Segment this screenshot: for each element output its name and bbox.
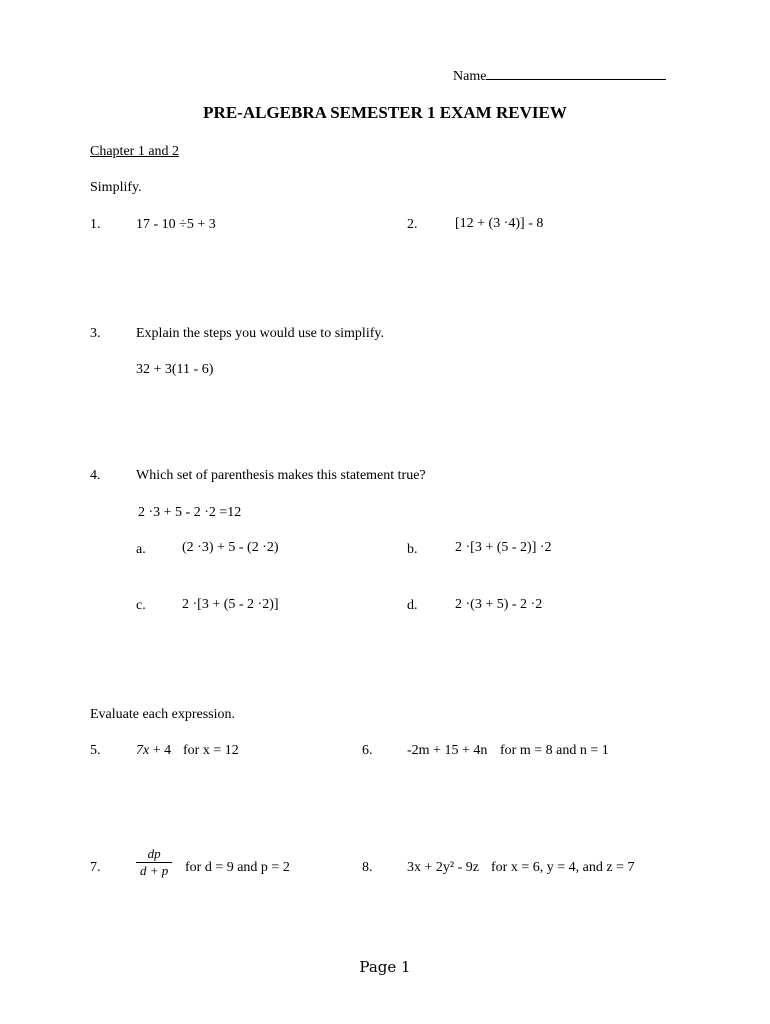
question-number-2: 2. bbox=[407, 217, 418, 232]
option-letter-b: b. bbox=[407, 542, 418, 557]
question-number-3: 3. bbox=[90, 326, 101, 341]
question-number-7: 7. bbox=[90, 860, 101, 875]
name-label: Name bbox=[453, 69, 487, 84]
instruction-simplify: Simplify. bbox=[90, 180, 142, 195]
question-6-condition: for m = 8 and n = 1 bbox=[500, 743, 609, 758]
instruction-evaluate: Evaluate each expression. bbox=[90, 707, 235, 722]
question-7-condition: for d = 9 and p = 2 bbox=[185, 860, 290, 875]
question-number-5: 5. bbox=[90, 743, 101, 758]
question-8-condition: for x = 6, y = 4, and z = 7 bbox=[491, 860, 635, 875]
question-5-constant-term: + 4 bbox=[149, 743, 172, 758]
page-number: Page 1 bbox=[359, 958, 411, 976]
question-8-expression: 3x + 2y² - 9z bbox=[407, 860, 479, 875]
question-number-6: 6. bbox=[362, 743, 373, 758]
question-7-fraction bbox=[136, 846, 172, 879]
section-heading: Chapter 1 and 2 bbox=[90, 144, 180, 159]
question-5-variable-term: 7x bbox=[136, 743, 150, 758]
option-letter-a: a. bbox=[136, 542, 146, 557]
name-field bbox=[453, 66, 666, 85]
page-title: PRE-ALGEBRA SEMESTER 1 EXAM REVIEW bbox=[203, 103, 567, 122]
fraction-denominator: d + p bbox=[140, 863, 169, 878]
fraction-numerator: dp bbox=[136, 846, 172, 863]
option-a-expression: (2 ·3) + 5 - (2 ·2) bbox=[182, 540, 279, 555]
question-4-prompt: Which set of parenthesis makes this statement true? bbox=[136, 468, 426, 483]
question-6-expression: -2m + 15 + 4n bbox=[407, 743, 488, 758]
question-number-1: 1. bbox=[90, 217, 101, 232]
option-letter-c: c. bbox=[136, 598, 146, 613]
option-d-expression: 2 ·(3 + 5) - 2 ·2 bbox=[455, 597, 543, 612]
question-3-prompt: Explain the steps you would use to simplify. bbox=[136, 326, 384, 341]
option-b-expression: 2 ·[3 + (5 - 2)] ·2 bbox=[455, 540, 552, 555]
question-5-expression bbox=[136, 743, 171, 759]
option-c-expression: 2 ·[3 + (5 - 2 ·2)] bbox=[182, 597, 279, 612]
question-2-expression: [12 + (3 ·4)] - 8 bbox=[455, 216, 544, 231]
question-4-expression: 2 ·3 + 5 - 2 ·2 =12 bbox=[138, 505, 242, 520]
question-3-expression: 32 + 3(11 - 6) bbox=[136, 362, 214, 377]
name-blank-line bbox=[486, 66, 666, 80]
question-5-condition: for x = 12 bbox=[183, 743, 239, 758]
question-1-expression: 17 - 10 ÷5 + 3 bbox=[136, 217, 216, 232]
option-letter-d: d. bbox=[407, 598, 418, 613]
question-number-8: 8. bbox=[362, 860, 373, 875]
question-number-4: 4. bbox=[90, 468, 101, 483]
